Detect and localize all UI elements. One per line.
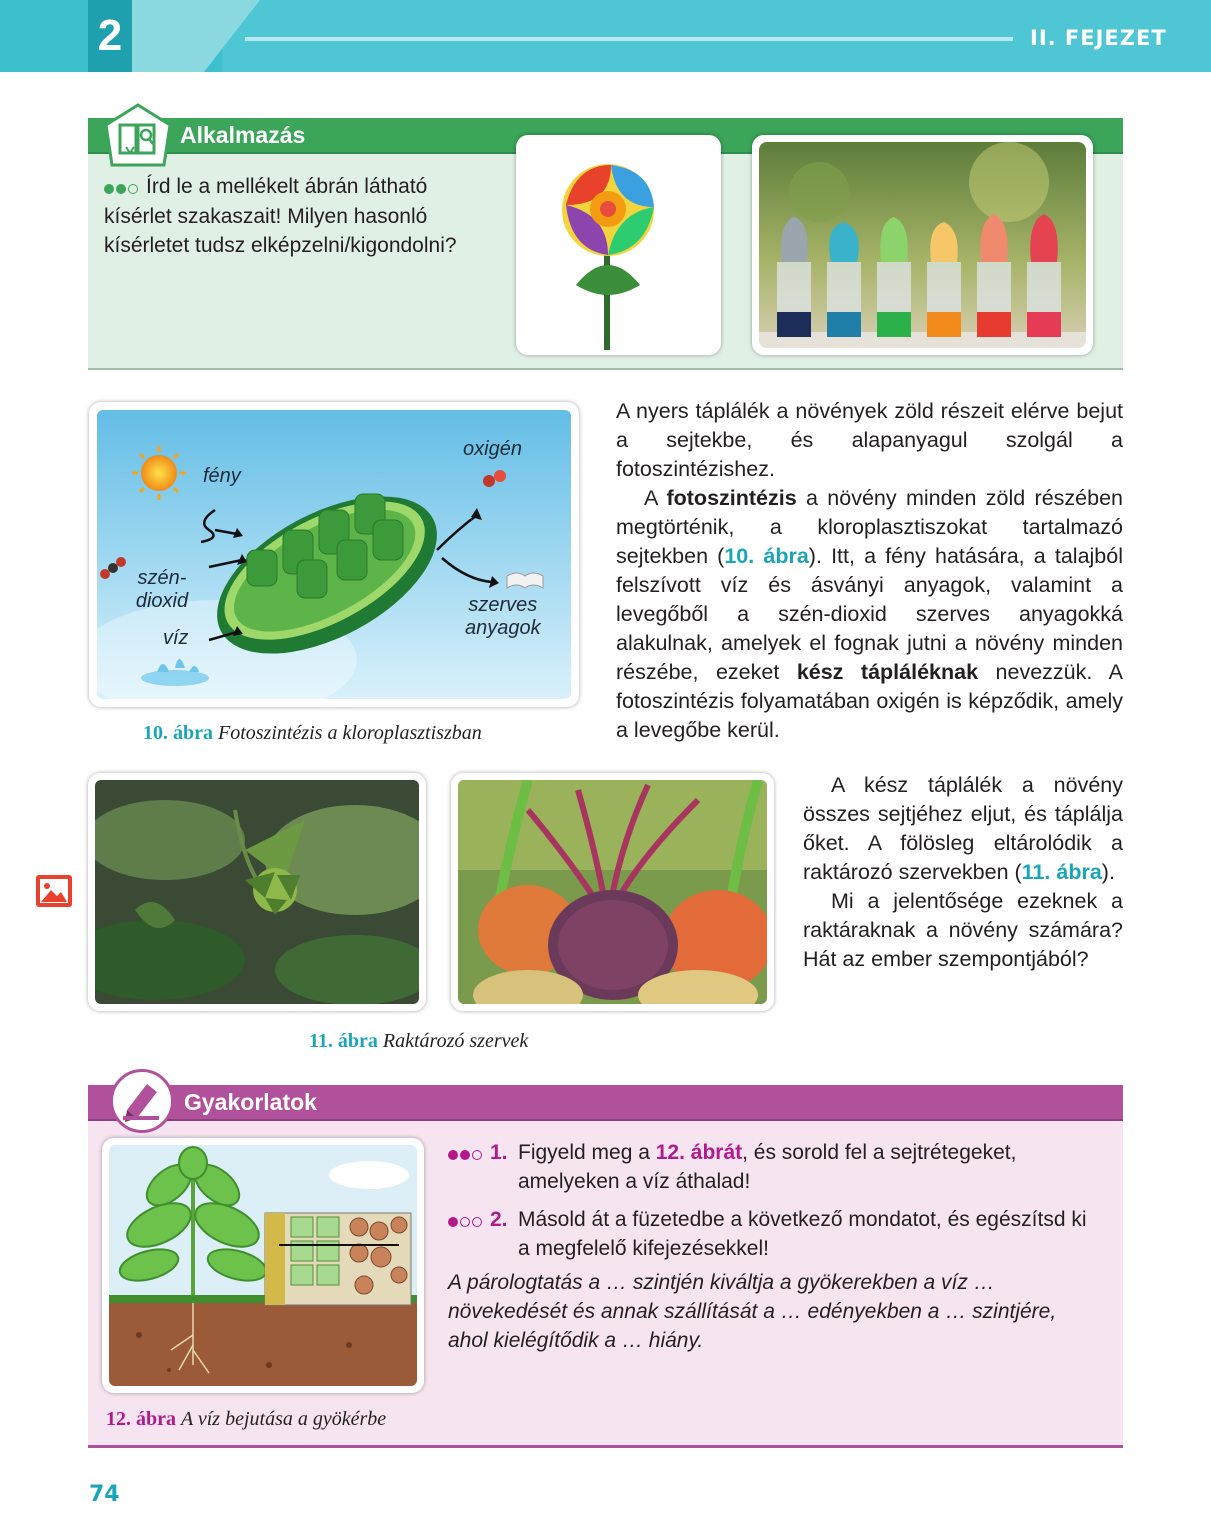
figure-10-title: Fotoszintézis a kloroplasztiszban [218,722,482,744]
figure-11-number: 11. ábra [309,1030,378,1052]
figure-11-title: Raktározó szervek [382,1030,529,1052]
chapter-number: 2 [97,11,123,60]
paragraph-3: A kész táplálék a növény összes sejtjéhez eljut, és táplálja őket. A fölösleg eltárolódik a raktározó szervekben (11. ábra). [803,773,1123,884]
application-task-text: Írd le a mellékelt ábrán látható kísérlet szakaszait! Milyen hasonló kísérletet tudsz elképzelni/kigondolni? [104,175,457,257]
ref-figure-10[interactable]: 10. ábra [724,544,809,568]
ref-figure-12[interactable]: 12. ábrát [655,1141,743,1164]
application-title: Alkalmazás [180,122,306,148]
figure-12-frame [102,1138,424,1393]
root-water-diagram [109,1145,417,1386]
figure-12-caption [106,1408,386,1431]
difficulty-indicator [448,1139,484,1168]
label-co2: szén- dioxid [135,567,189,612]
application-task [104,172,494,260]
rainbow-rose-photo [516,135,721,355]
image-icon[interactable] [35,874,73,908]
root-vegetables-photo [451,773,774,1011]
paragraph-4: Mi a jelentősége ezeknek a raktáraknak a növény számára? Hát az ember szempontjából? [803,889,1123,971]
exercise-2-sentence: A párologtatás a … szintjén kiváltja a gyökerekben a víz … növekedését és annak szállítását a … edényekben a … szintjére, ahol kielégítődik a … hiány. [448,1271,1057,1352]
exercise-1 [448,1138,1093,1196]
label-light: fény [203,465,241,487]
exercise-1-number: 1. [490,1141,508,1164]
celery-experiment-photo [752,135,1093,355]
exercise-1-text: Figyeld meg a 12. ábrát, és sorold fel a sejtrétegeket, amelyeken a víz áthalad! [518,1141,1017,1193]
paragraph-1: A nyers táplálék a növények zöld részeit elérve bejut a sejtekbe, és alapanyagul szolgál a fotoszintézishez. [616,399,1123,481]
ref-figure-11[interactable]: 11. ábra [1021,860,1102,884]
exercise-2-text: Másold át a füzetedbe a következő mondatot, és egészítsd ki a megfelelő kifejezésekkel! [518,1208,1087,1260]
term-photosynthesis: fotoszintézis [666,486,797,510]
figure-12-number: 12. ábra [106,1408,176,1430]
figure-11-caption [309,1030,528,1053]
strawberry-plant-photo [88,773,426,1011]
exercises-title: Gyakorlatok [184,1089,317,1115]
chapter-title: II. FEJEZET [1030,26,1167,50]
paragraph-2: A fotoszintézis a növény minden zöld részében megtörténik, a kloroplasztiszokat tartalmazó sejtekben (10. ábra). Itt, a fény hatására, a talajból felszívott víz és ásványi anyagok, valamint a levegőből a szén-dioxid szerves anyagokká alakulnak, amelyek el fognak jutni a növény minden részébe, ezeket kész tápláléknak nevezzük. A fotoszintézis folyamatában oxigén is képződik, amely a levegőbe kerül. [616,486,1123,742]
pen-icon [110,1069,174,1133]
book-icon [104,103,172,167]
header-rule [245,37,1013,41]
figure-10-caption [143,722,482,745]
exercise-2 [448,1205,1093,1263]
figure-10-number: 10. ábra [143,722,213,744]
page-number: 74 [89,1482,120,1507]
label-organic-matter: szerves anyagok [465,594,541,639]
difficulty-indicator [104,173,140,202]
label-water: víz [163,627,189,649]
label-oxygen: oxigén [463,438,522,460]
term-ready-food: kész tápláléknak [796,660,979,684]
difficulty-indicator [448,1206,484,1235]
figure-12-title: A víz bejutása a gyökérbe [181,1408,387,1430]
exercise-2-number: 2. [490,1208,508,1231]
